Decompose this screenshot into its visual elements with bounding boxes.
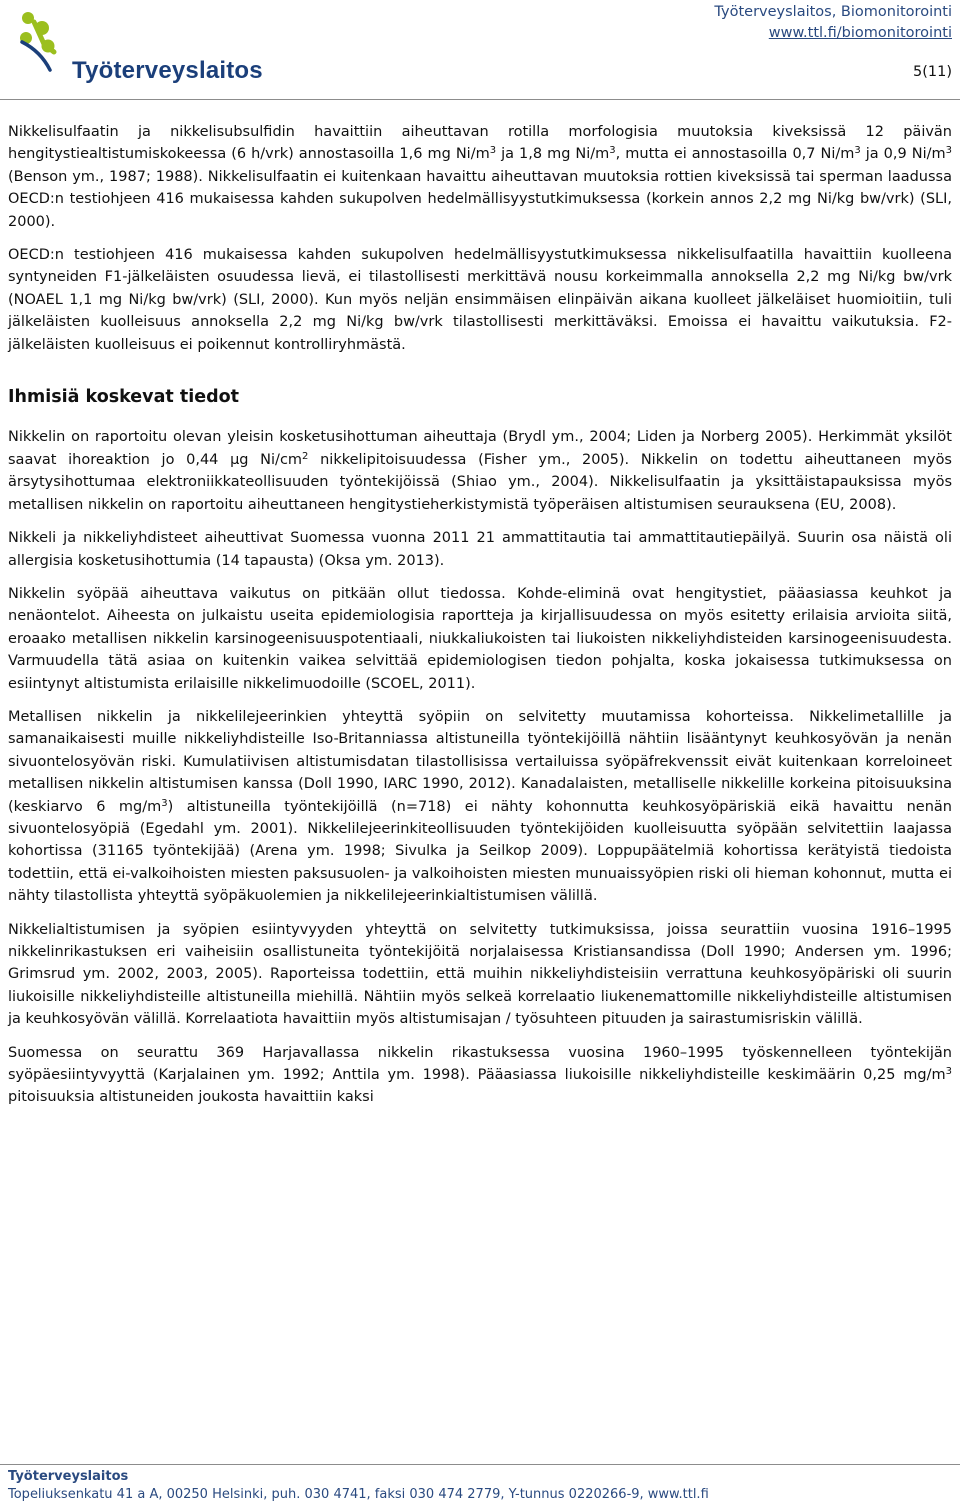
document-body	[8, 121, 952, 1120]
page-header	[0, 0, 960, 100]
header-info	[714, 2, 952, 44]
page-footer	[8, 1468, 952, 1504]
ttl-logo	[14, 8, 274, 88]
section-heading: Ihmisiä koskevat tiedot	[8, 387, 239, 408]
header-divider	[0, 99, 960, 100]
footer-address: Topeliuksenkatu 41 a A, 00250 Helsinki, puh. 030 4741, faksi 030 474 2779, Y-tunnus 0220266-9, www.ttl.fi	[8, 1487, 709, 1502]
paragraph: Metallisen nikkelin ja nikkelilejeerinkien yhteyttä syöpiin on selvitetty muutamissa kohorteissa. Nikkelimetallille ja samanaikaisesti muille nikkeliyhdisteille Iso-Britanniassa altistuneilla työntekijöillä nähtiin lisääntynyt keuhkosyövän ja nenän sivuontelosyövän riski. Kumulatiivisen altistumisdatan tilastollisissa vertailuissa syöpäfrekvenssit eivät kuitenkaan korreloineet metallisen nikkelin altistumisen kanssa (Doll 1990, IARC 1990, 2012). Kanadalaisten, metalliselle nikkelille korkeina pitoisuuksina (keskiarvo 6 $mg/m^3$) altistuneilla työntekijöillä (n=718) ei nähty kohonnutta keuhkosyöpäriskiä eikä havaittu nenän sivuontelosyöpiä (Egedahl ym. 2001). Nikkelilejeerinkiteollisuuden työntekijöiden kuolleisuutta syöpään selvitettiin laajassa kohortissa (31165 työntekijää) (Arena ym. 1998; Sivulka ja Seilkop 2009). Loppupäätelmiä kohortissa kerätyistä tiedoista todettiin, että ei-valkoihoisten miesten paksusuolen- ja valkoihoisten miesten munuaissyöpien riski oli hieman kohonnut, mutta ei nähty tilastollista yhteyttä syöpäkuolemien ja nikkelilejeerinkialtistumisen välillä.	[8, 708, 952, 905]
paragraph: Nikkelin syöpää aiheuttava vaikutus on pitkään ollut tiedossa. Kohde-eliminä ovat hengitystiet, pääasiassa keuhkot ja nenäontelot. Aiheesta on julkaistu useita epidemiologisia raportteja ja kirjallisuudessa on myös esitetty erilaisia arvioita siitä, eroaako metallisen nikkelin karsinogeenisuuspotentiaali, niukkaliukoisten tai liukoisten nikkeliyhdisteiden karsinogeenisuudesta. Varmuudella tätä asiaa on kuitenkin vaikea selvittää epidemiologisen tiedon pohjalta, koska jokaisessa tutkimuksessa on esiintynyt altistumista erilaisille nikkelimuodoille (SCOEL, 2011).	[8, 585, 952, 692]
logo-mark-icon	[14, 8, 74, 78]
paragraph: Nikkeli ja nikkeliyhdisteet aiheuttivat Suomessa vuonna 2011 21 ammattitautia tai ammattitautiepäilyä. Suurin osa näistä oli allergisia kosketusihottumia (14 tapausta) (Oksa ym. 2013).	[8, 530, 952, 569]
paragraph: Nikkelin on raportoitu olevan yleisin kosketusihottuman aiheuttaja (Brydl ym., 2004; Liden ja Norberg 2005). Herkimmät yksilöt saavat ihoreaktion jo 0,44 µg $Ni/cm^2$ nikkelipitoisuudessa (Fisher ym., 2005). Nikkelin on todettu aiheuttaneen myös ärsytysihottumaa elektroniikkateollisuuden työntekijöissä (Shiao ym., 2004). Nikkelisulfaatin ja yksittäistapauksissa myös metallisen nikkelin on raportoitu aiheuttaneen hengitystieherkistymistä työperäisen altistumisen seurauksena (EU, 2008).	[8, 429, 952, 513]
paragraph: OECD:n testiohjeen 416 mukaisessa kahden sukupolven hedelmällisyystutkimuksessa nikkelisulfaatilla havaittiin kuolleena syntyneiden F1-jälkeläisten osuudessa lievä, ei tilastollisesti merkittävä nousu korkeimmalla annoksella 2,2 mg Ni/kg bw/vrk (NOAEL 1,1 mg Ni/kg bw/vrk) (SLI, 2000). Kun myös neljän ensimmäisen elinpäivän aikana kuolleet jälkeläiset huomioitiin, tuli jälkeläisten kuolleisuus annoksella 2,2 mg Ni/kg bw/vrk tilastollisesti merkittäväksi. Emoissa ei havaittu vaikutuksia. F2-jälkeläisten kuolleisuus ei poikennut kontrolliryhmästä.	[8, 247, 952, 353]
paragraph: Suomessa on seurattu 369 Harjavallassa nikkelin rikastuksessa vuosina 1960–1995 työskennelleen työntekijän syöpäesiintyvyyttä (Karjalainen ym. 1992; Anttila ym. 1998). Pääasiassa liukoisille nikkeliyhdisteille keskimäärin 0,25 $mg/m^3$ pitoisuuksia altistuneiden joukosta havaittiin kaksi	[8, 1044, 952, 1106]
header-url-link[interactable]: www.ttl.fi/biomonitorointi	[768, 25, 952, 41]
paragraph: Nikkelisulfaatin ja nikkelisubsulfidin havaittiin aiheuttavan rotilla morfologisia muutoksia kiveksissä 12 päivän hengitystiealtistumiskokeessa (6 h/vrk) annostasoilla 1,6 mg $Ni/m^3$ ja 1,8 mg $Ni/m^3$, mutta ei annostasoilla 0,7 $Ni/m^3$ ja 0,9 $Ni/m^3$ (Benson ym., 1987; 1988). Nikkelisulfaatin ei kuitenkaan havaittu aiheuttavan muutoksia rottien kiveksissä tai sperman laadussa OECD:n testiohjeen 416 mukaisessa kahden sukupolven hedelmällisyystutkimuksessa (korkein annos 2,2 mg Ni/kg bw/vrk) (SLI, 2000).	[8, 124, 952, 230]
page-number: 5(11)	[913, 64, 952, 80]
footer-org: Työterveyslaitos	[8, 1469, 129, 1484]
logo-text: Työterveyslaitos	[72, 57, 263, 84]
header-title: Työterveyslaitos, Biomonitorointi	[714, 4, 952, 20]
paragraph: Nikkelialtistumisen ja syöpien esiintyvyyden yhteyttä on selvitetty tutkimuksissa, joissa seurattiin vuosina 1916–1995 nikkelinrikastuksen eri vaiheisiin osallistuneita työntekijöitä norjalaisessa Kristiansandissa (Doll 1990; Andersen ym. 1996; Grimsrud ym. 2002, 2003, 2005). Raporteissa todettiin, että muihin nikkeliyhdisteisiin verrattuna keuhkosyöpäriski oli suurin liukoisille nikkeliyhdisteille altistuneilla miehillä. Nähtiin myös selkeä korrelaatio liukenemattomille nikkeliyhdisteille altistumisen ja keuhkosyövän välillä. Korrelaatiota havaittiin myös altistumisajan / työsuhteen pituuden ja sairastumisriskin välillä.	[8, 921, 952, 1028]
footer-divider	[0, 1464, 960, 1465]
